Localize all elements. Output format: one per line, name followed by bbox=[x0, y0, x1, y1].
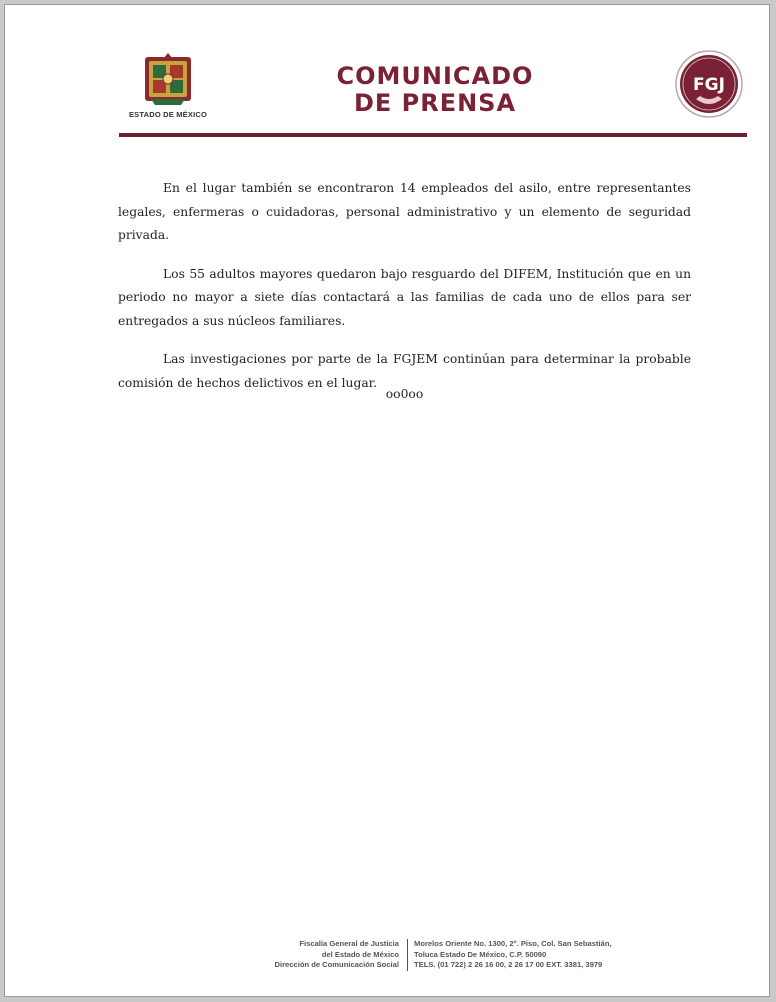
footer-address-line: TELS. (01 722) 2 26 16 00, 2 26 17 00 EXT. 3381, 3979 bbox=[414, 960, 603, 969]
footer-address bbox=[414, 939, 674, 971]
paragraph-3: Las investigaciones por parte de la FGJEM continúan para determinar la probable comisión de hechos delictivos en el lugar. bbox=[118, 352, 691, 390]
footer-address-line: Toluca Estado De México, C.P. 50090 bbox=[414, 949, 547, 959]
fgj-seal-text: FGJ bbox=[693, 75, 725, 95]
footer-address-line: Morelos Oriente No. 1300, 2°. Piso, Col. San Sebastián, bbox=[414, 939, 612, 948]
press-release-body bbox=[118, 177, 691, 410]
footer-institution-line: Dirección de Comunicación Social bbox=[274, 960, 399, 969]
footer-separator bbox=[407, 939, 408, 971]
footer-institution-line: Fiscalía General de Justicia bbox=[299, 939, 399, 948]
footer-institution-line: del Estado de México bbox=[321, 949, 399, 959]
paragraph-2: Los 55 adultos mayores quedaron bajo resguardo del DIFEM, Institución que en un periodo no mayor a siete días contactará a las familias de cada uno de ellos para ser entregados a sus núcleos familiares. bbox=[118, 266, 691, 328]
coat-of-arms-icon bbox=[139, 49, 197, 107]
estado-de-mexico-logo bbox=[123, 49, 213, 121]
closing-mark: oo0oo bbox=[385, 387, 424, 401]
paragraph-1: En el lugar también se encontraron 14 empleados del asilo, entre representantes legales, enfermeras o cuidadoras, personal administrativo y un elemento de seguridad privada. bbox=[118, 181, 691, 242]
fgj-seal bbox=[674, 49, 744, 124]
document-page bbox=[4, 4, 770, 997]
footer-institution bbox=[205, 939, 399, 971]
state-name: ESTADO DE MÉXICO bbox=[128, 110, 208, 119]
title-line-2: DE PRENSA bbox=[353, 89, 517, 117]
fgj-seal-icon bbox=[674, 49, 744, 119]
header-divider bbox=[119, 133, 747, 137]
title-line-1: COMUNICADO bbox=[336, 62, 534, 90]
page-title bbox=[295, 63, 575, 117]
